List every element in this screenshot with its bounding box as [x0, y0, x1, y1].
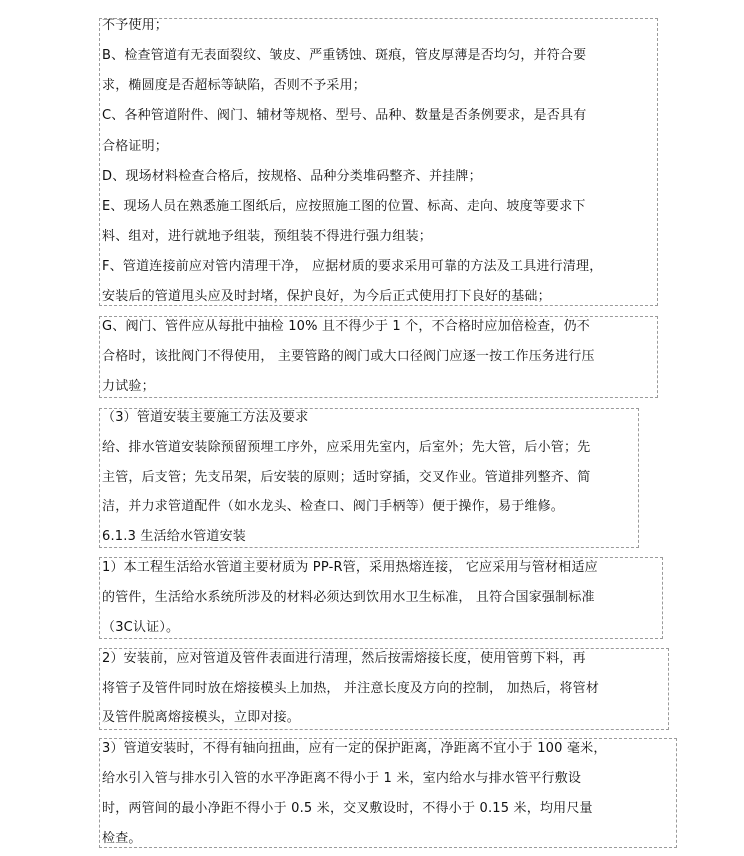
- body-line: 3）管道安装时，不得有轴向扭曲，应有一定的保护距离，净距离不宜小于 100 毫米，: [102, 741, 607, 756]
- body-line: 主管，后支管；先支吊架，后安装的原则；适时穿插，交叉作业。管道排列整齐、简: [102, 470, 591, 485]
- body-line: 检查。: [102, 831, 142, 846]
- body-line: 给水引入管与排水引入管的水平净距离不得小于 1 米，室内给水与排水管平行敷设: [102, 771, 582, 786]
- subsection-heading: 6.1.3 生活给水管道安装: [102, 529, 247, 544]
- body-line: 料、组对，进行就地予组装，预组装不得进行强力组装；: [102, 229, 433, 244]
- body-line: B、检查管道有无表面裂纹、皱皮、严重锈蚀、斑痕，管皮厚薄是否均匀，并符合要: [102, 48, 587, 63]
- body-line: 2）安装前，应对管道及管件表面进行清理，然后按需熔接长度，使用管剪下料，再: [102, 651, 586, 666]
- body-line: 洁，并力求管道配件（如水龙头、检查口、阀门手柄等）便于操作，易于维修。: [102, 499, 565, 514]
- body-line: C、各种管道附件、阀门、辅材等规格、型号、品种、数量是否条例要求，是否具有: [102, 108, 587, 123]
- section-heading: （3）管道安装主要施工方法及要求: [102, 410, 309, 425]
- body-line: 的管件，生活给水系统所涉及的材料必须达到饮用水卫生标准， 且符合国家强制标准: [102, 590, 595, 605]
- body-line: 合格证明；: [102, 139, 169, 154]
- body-line: 将管子及管件同时放在熔接模头上加热， 并注意长度及方向的控制， 加热后，将管材: [102, 681, 600, 696]
- body-line: 时，两管间的最小净距不得小于 0.5 米，交叉敷设时，不得小于 0.15 米，均用尺量: [102, 801, 593, 816]
- body-line: 力试验；: [102, 379, 155, 394]
- body-line: E、现场人员在熟悉施工图纸后，应按照施工图的位置、标高、走向、坡度等要求下: [102, 199, 586, 214]
- body-line: 求，椭圆度是否超标等缺陷，否则不予采用；: [102, 78, 367, 93]
- body-line: （3C认证）。: [102, 620, 180, 635]
- body-line: 不予使用；: [102, 18, 169, 33]
- body-line: D、现场材料检查合格后，按规格、品种分类堆码整齐、并挂牌；: [102, 169, 482, 184]
- body-line: 合格时，该批阀门不得使用， 主要管路的阀门或大口径阀门应逐一按工作压务进行压: [102, 349, 595, 364]
- body-line: 给、排水管道安装除预留预埋工序外，应采用先室内，后室外；先大管，后小管；先: [102, 440, 591, 455]
- body-line: 及管件脱离熔接模头，立即对接。: [102, 710, 301, 725]
- body-line: 1）本工程生活给水管道主要材质为 PP-R管，采用热熔连接， 它应采用与管材相适应: [102, 560, 598, 575]
- body-line: F、管道连接前应对管内清理干净， 应据材质的要求采用可靠的方法及工具进行清理，: [102, 259, 603, 274]
- body-line: 安装后的管道甩头应及时封堵，保护良好，为今后正式使用打下良好的基础；: [102, 289, 551, 304]
- body-line: G、阀门、管件应从每批中抽检 10% 且不得少于 1 个，不合格时应加倍检查，仍不: [102, 319, 590, 334]
